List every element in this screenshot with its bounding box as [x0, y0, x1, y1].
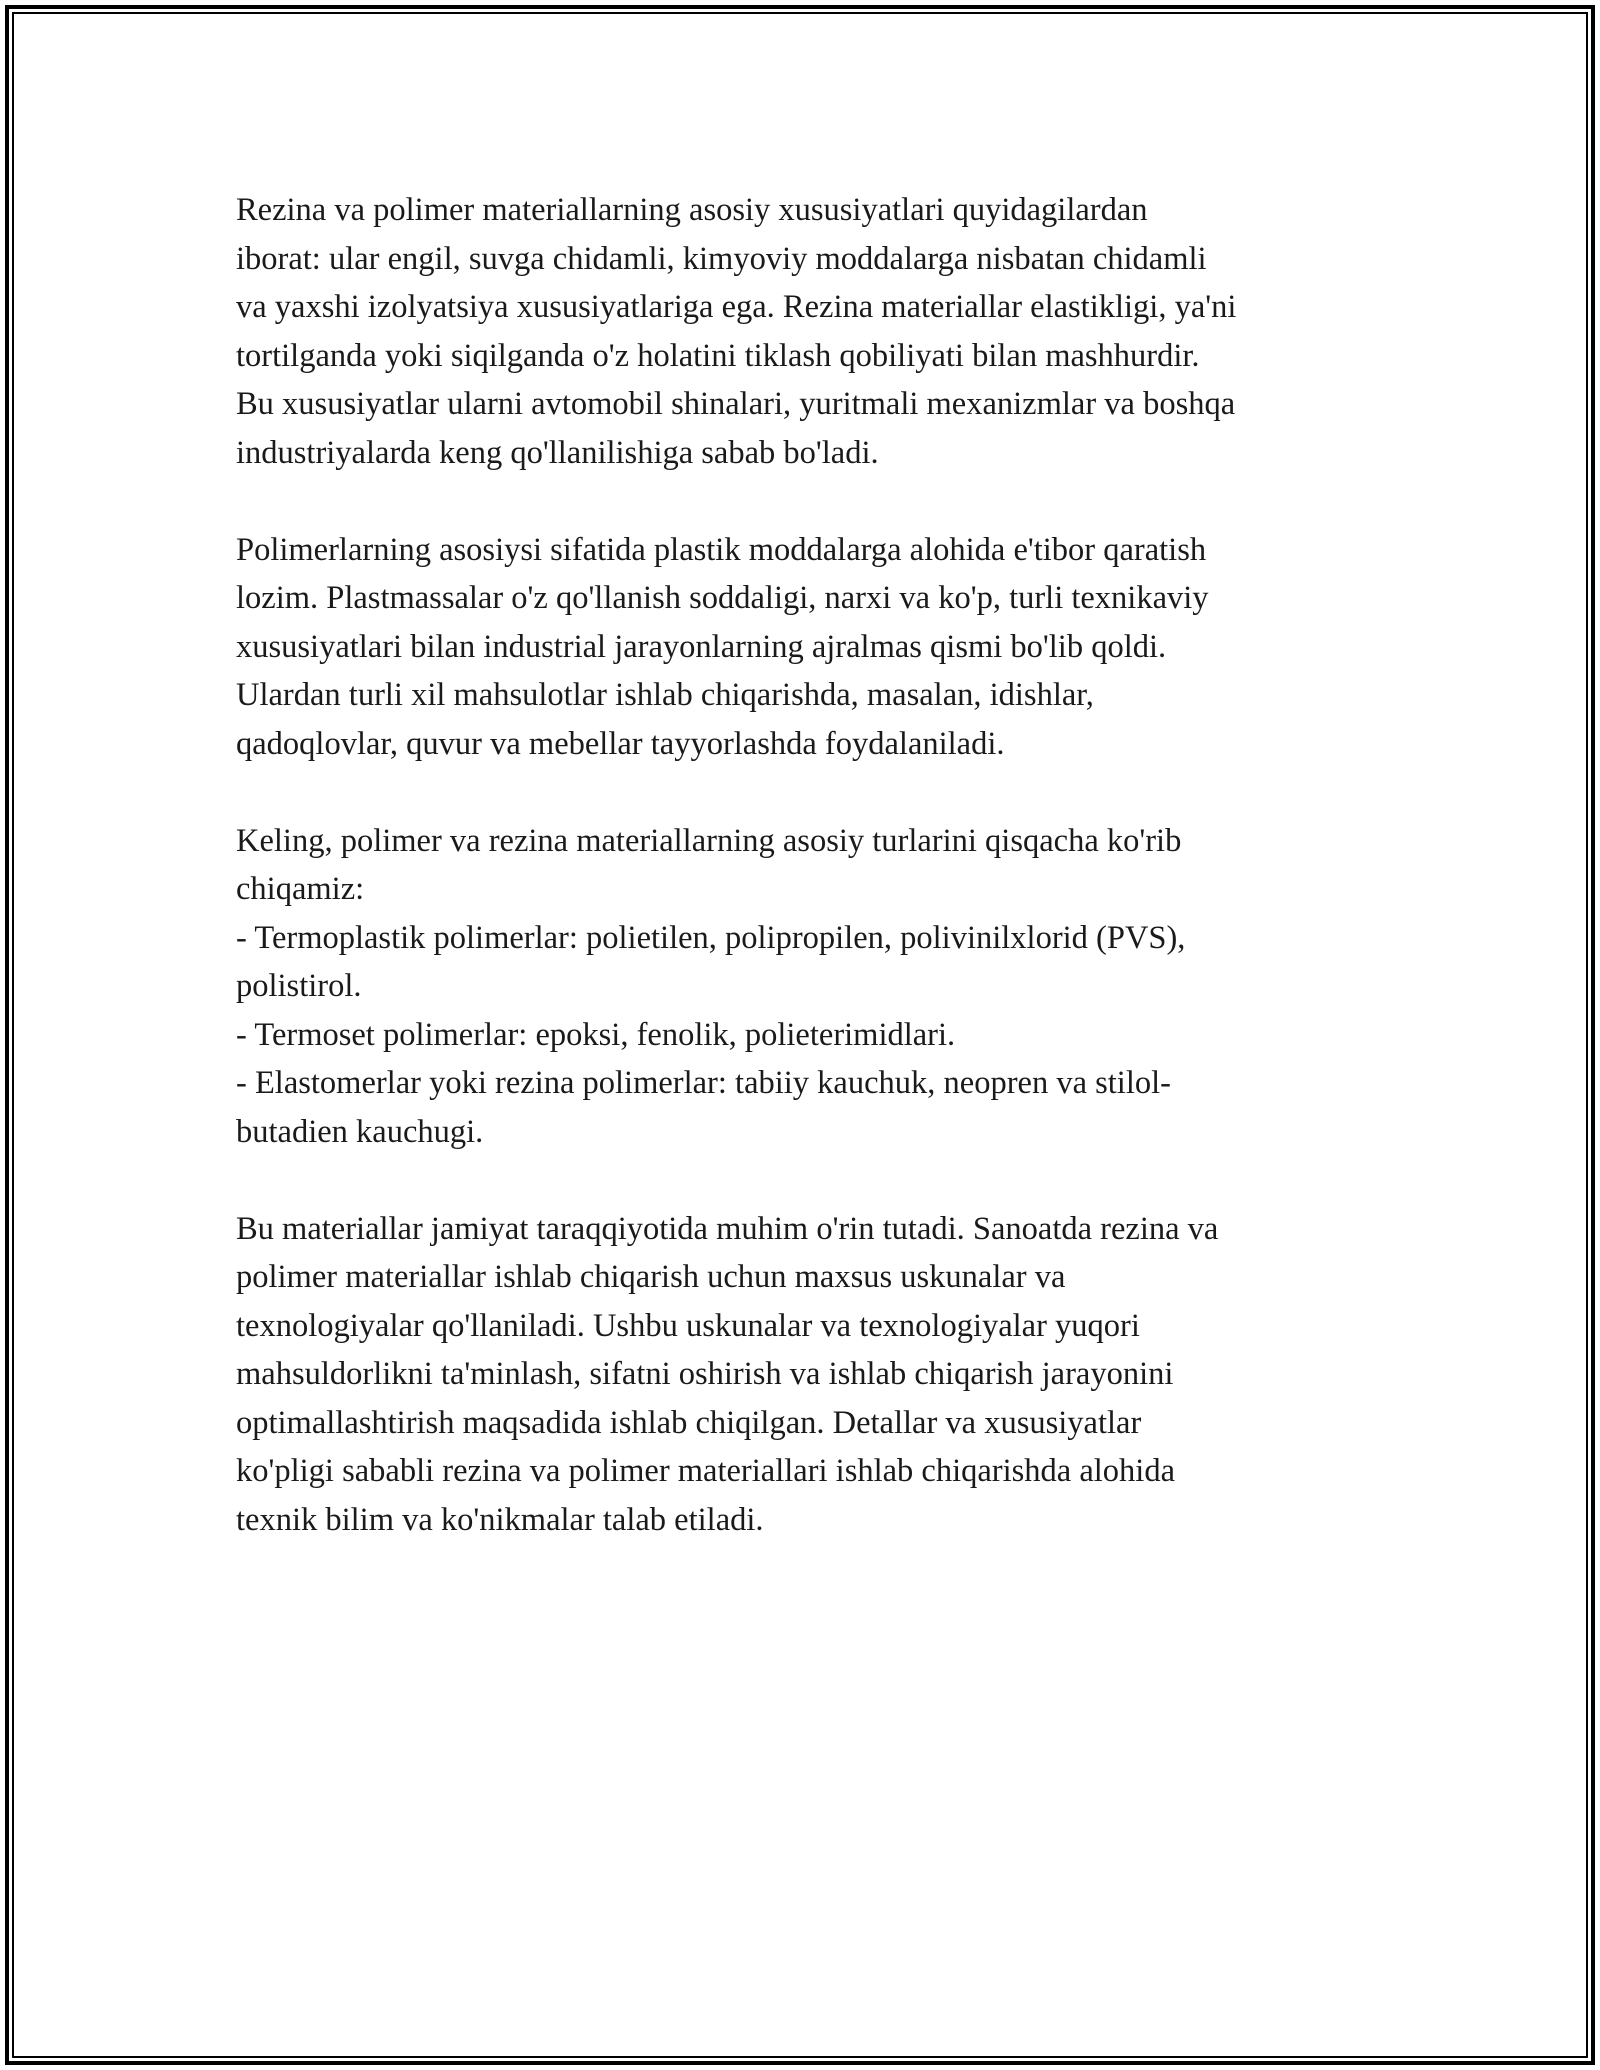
- text-line: mahsuldorlikni ta'minlash, sifatni oshirish va ishlab chiqarish jarayonini: [236, 1356, 1174, 1392]
- text-line: optimallashtirish maqsadida ishlab chiqilgan. Detallar va xususiyatlar: [236, 1404, 1142, 1441]
- paragraph-plastics: [236, 526, 1396, 769]
- text-line: Rezina va polimer materiallarning asosiy xususiyatlari quyidagilardan: [236, 192, 1148, 228]
- text-line: Bu xususiyatlar ularni avtomobil shinalari, yuritmali mexanizmlar va boshqa: [236, 386, 1236, 422]
- text-line: ko'pligi sababli rezina va polimer materiallari ishlab chiqarishda alohida: [236, 1453, 1176, 1489]
- text-line: Polimerlarning asosiysi sifatida plastik moddalarga alohida e'tibor qaratish: [236, 531, 1207, 568]
- text-line: lozim. Plastmassalar o'z qo'llanish soddaligi, narxi va ko'p, turli texnikaviy: [236, 580, 1209, 616]
- text-line: va yaxshi izolyatsiya xususiyatlariga ega. Rezina materiallar elastikligi, ya'ni: [236, 289, 1237, 325]
- text-line: chiqamiz:: [236, 871, 365, 907]
- text-line: butadien kauchugi.: [236, 1113, 484, 1150]
- document-body: [236, 186, 1396, 1593]
- paragraph-rubber-polymer-properties: [236, 186, 1396, 477]
- text-line: Keling, polimer va rezina materiallarning asosiy turlarini qisqacha ko'rib: [236, 822, 1182, 859]
- paragraph-industry-importance: [236, 1205, 1396, 1545]
- text-line: texnologiyalar qo'llaniladi. Ushbu uskunalar va texnologiyalar yuqori: [236, 1307, 1140, 1344]
- text-line: xususiyatlari bilan industrial jarayonlarning ajralmas qismi bo'lib qoldi.: [236, 628, 1167, 665]
- text-line: polimer materiallar ishlab chiqarish uchun maxsus uskunalar va: [236, 1259, 1066, 1295]
- text-line: polistirol.: [236, 968, 362, 1004]
- list-item-thermoplastic: - Termoplastik polimerlar: polietilen, polipropilen, polivinilxlorid (PVS),: [236, 919, 1186, 956]
- list-item-thermoset: - Termoset polimerlar: epoksi, fenolik, polieterimidlari.: [236, 1016, 956, 1053]
- list-item-elastomers: - Elastomerlar yoki rezina polimerlar: tabiiy kauchuk, neopren va stilol-: [236, 1065, 1171, 1101]
- text-line: tortilganda yoki siqilganda o'z holatini tiklash qobiliyati bilan mashhurdir.: [236, 337, 1200, 374]
- text-line: industriyalarda keng qo'llanilishiga sabab bo'ladi.: [236, 434, 879, 471]
- text-line: Bu materiallar jamiyat taraqqiyotida muhim o'rin tutadi. Sanoatda rezina va: [236, 1210, 1219, 1247]
- text-line: texnik bilim va ko'nikmalar talab etiladi.: [236, 1501, 764, 1538]
- paragraph-material-types-list: [236, 817, 1396, 1157]
- text-line: Ulardan turli xil mahsulotlar ishlab chiqarishda, masalan, idishlar,: [236, 677, 1094, 713]
- text-line: qadoqlovlar, quvur va mebellar tayyorlashda foydalaniladi.: [236, 725, 1005, 762]
- text-line: iborat: ular engil, suvga chidamli, kimyoviy moddalarga nisbatan chidamli: [236, 240, 1207, 277]
